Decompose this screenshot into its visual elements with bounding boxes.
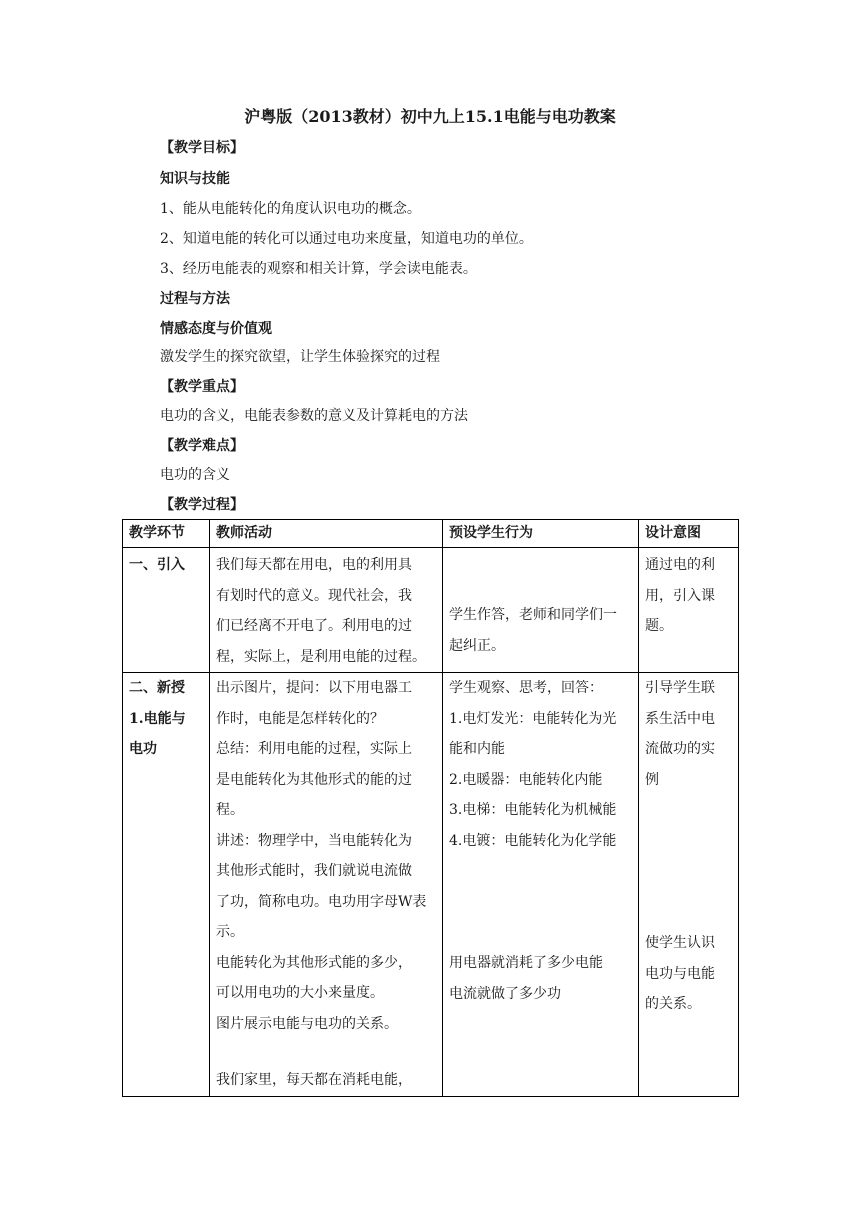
emotion-heading: 情感态度与价值观 — [160, 321, 272, 337]
cell-line: 的关系。 — [645, 996, 701, 1012]
cell-line: 了功，简称电功。电功用字母W表 — [216, 893, 427, 910]
cell-line: 用，引入课 — [645, 587, 715, 604]
emotion-text: 激发学生的探究欲望，让学生体验探究的过程 — [160, 349, 440, 365]
objectives-heading: 【教学目标】 — [160, 140, 244, 156]
cell-line: 例 — [645, 771, 659, 788]
cell-line: 2.电暖器：电能转化内能 — [449, 771, 603, 788]
header-stage: 教学环节 — [123, 520, 210, 548]
key-text: 电功的含义，电能表参数的意义及计算耗电的方法 — [160, 408, 468, 424]
cell-line: 流做功的实 — [645, 741, 715, 757]
cell-line: 电能转化为其他形式能的多少， — [216, 954, 412, 971]
cell-line: 4.电镀：电能转化为化学能 — [449, 832, 617, 849]
cell-line: 程，实际上，是利用电能的过程。 — [216, 648, 426, 665]
intent-cell — [639, 548, 739, 673]
cell-line: 1.电灯发光：电能转化为光 — [449, 710, 617, 727]
cell-line: 作时，电能是怎样转化的？ — [216, 710, 384, 727]
cell-line: 出示图片，提问：以下用电器工 — [216, 680, 412, 696]
cell-line: 电功与电能 — [645, 965, 715, 982]
cell-line: 可以用电功的大小来量度。 — [216, 985, 384, 1001]
teacher-cell — [210, 548, 443, 673]
cell-line: 能和内能 — [449, 741, 505, 757]
student-cell — [443, 548, 639, 673]
cell-line: 1.电能与 — [129, 710, 186, 727]
process-table-heading: 【教学过程】 — [160, 497, 244, 513]
knowledge-item: 3、经历电能表的观察和相关计算，学会读电能表。 — [160, 261, 477, 277]
cell-line: 程。 — [216, 802, 244, 818]
key-heading: 【教学重点】 — [160, 379, 244, 395]
stage-cell: 一、引入 — [123, 548, 210, 673]
header-teacher: 教师活动 — [210, 520, 443, 548]
teacher-cell — [210, 673, 443, 1097]
spacer — [216, 1039, 436, 1065]
cell-line: 们已经离不开电了。利用电的过 — [216, 618, 412, 634]
cell-line: 电功 — [129, 741, 157, 757]
difficult-heading: 【教学难点】 — [160, 438, 244, 454]
header-student: 预设学生行为 — [443, 520, 639, 548]
cell-line: 电流就做了多少功 — [449, 985, 561, 1002]
cell-line: 其他形式能时，我们就说电流做 — [216, 863, 412, 879]
table-row — [123, 548, 739, 673]
cell-line: 用电器就消耗了多少电能 — [449, 955, 603, 971]
stage-cell — [123, 673, 210, 1097]
teaching-process-table — [122, 519, 739, 1097]
student-cell — [443, 673, 639, 1097]
cell-line: 学生作答，老师和同学们一 — [449, 607, 617, 623]
knowledge-item: 2、知道电能的转化可以通过电功来度量，知道电功的单位。 — [160, 231, 533, 247]
cell-line: 图片展示电能与电功的关系。 — [216, 1015, 398, 1032]
cell-line: 讲述：物理学中，当电能转化为 — [216, 832, 412, 849]
cell-line: 二、新授 — [129, 680, 185, 696]
cell-line: 有划时代的意义。现代社会，我 — [216, 587, 412, 604]
spacer — [449, 550, 632, 600]
spacer — [645, 795, 732, 928]
cell-line: 我们家里，每天都在消耗电能， — [216, 1072, 412, 1088]
cell-line: 我们每天都在用电，电的利用具 — [216, 557, 412, 573]
cell-line: 使学生认识 — [645, 935, 715, 951]
table-header-row — [123, 520, 739, 548]
cell-line: 总结：利用电能的过程，实际上 — [216, 741, 412, 757]
cell-line: 题。 — [645, 618, 673, 634]
cell-line: 示。 — [216, 924, 244, 940]
knowledge-heading: 知识与技能 — [160, 171, 230, 187]
intent-cell — [639, 673, 739, 1097]
cell-line: 3.电梯：电能转化为机械能 — [449, 802, 617, 818]
difficult-text: 电功的含义 — [160, 467, 230, 483]
process-heading: 过程与方法 — [160, 291, 230, 307]
cell-line: 起纠正。 — [449, 637, 505, 654]
knowledge-item: 1、能从电能转化的角度认识电功的概念。 — [160, 201, 421, 217]
spacer — [449, 856, 632, 948]
cell-line: 引导学生联 — [645, 680, 715, 696]
document-title: 沪粤版（2013教材）初中九上15.1电能与电功教案 — [244, 107, 616, 126]
header-intent: 设计意图 — [639, 520, 739, 548]
cell-line: 系生活中电 — [645, 710, 715, 727]
cell-line: 学生观察、思考，回答： — [449, 680, 603, 696]
cell-line: 通过电的利 — [645, 557, 715, 573]
table-row — [123, 673, 739, 1097]
cell-line: 是电能转化为其他形式的能的过 — [216, 771, 412, 788]
